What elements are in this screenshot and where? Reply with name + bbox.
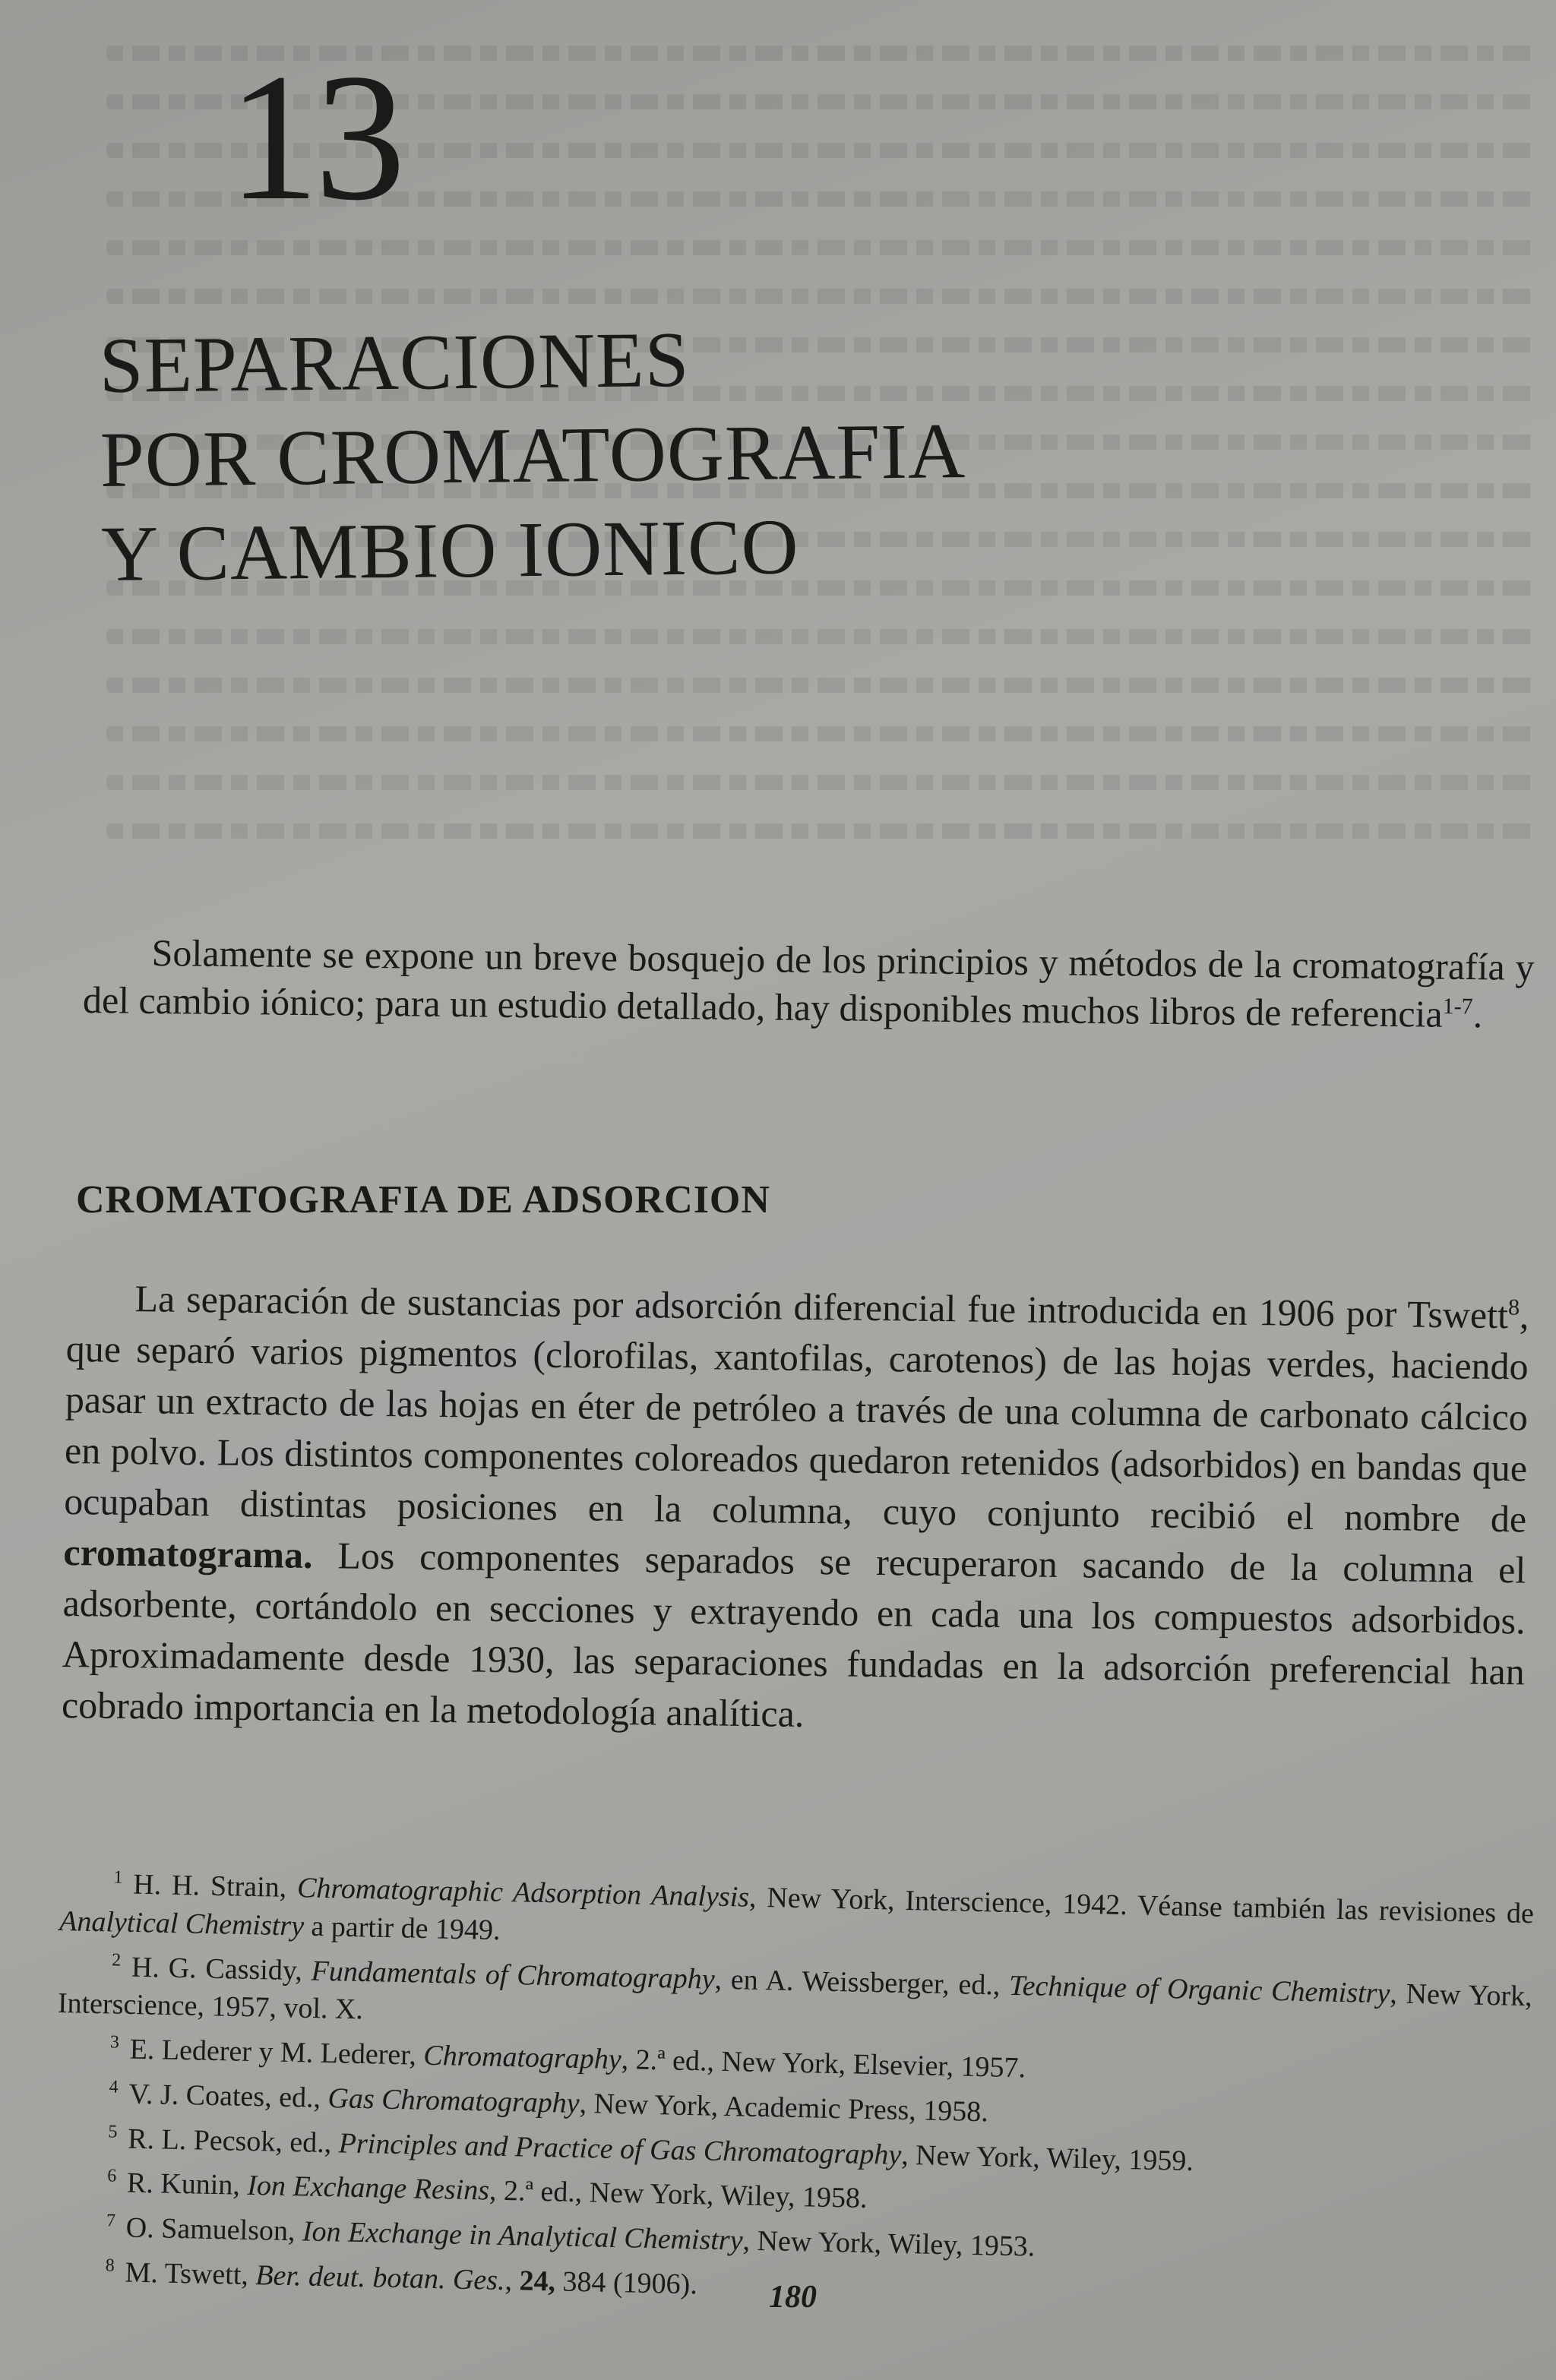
intro-text: Solamente se expone un breve bosquejo de los principios y métodos de la cromatografía y del cambio iónico; para un estudio detallado, hay disponibles muchos libros de referencia	[82, 931, 1535, 1035]
footnote-title: Gas Chromatography	[327, 2082, 580, 2119]
footnote-text: O. Samuelson,	[125, 2211, 303, 2248]
footnote-mark: 7	[106, 2211, 116, 2231]
body-text: La separación de sustancias por adsorción diferencial fue introducida en 1906 por Tswett	[134, 1277, 1509, 1337]
footnote-title: Principles and Practice of Gas Chromatography	[338, 2127, 902, 2171]
footnote-title: Ion Exchange in Analytical Chemistry	[302, 2215, 744, 2257]
footnote-text: , 2.ª ed., New York, Elsevier, 1957.	[621, 2043, 1026, 2084]
footnote-mark: 3	[109, 2032, 120, 2053]
footnote-mark: 1	[113, 1867, 123, 1888]
section-heading: CROMATOGRAFIA DE ADSORCION	[76, 1178, 770, 1222]
footnote-text: , New York, Wiley, 1953.	[742, 2224, 1036, 2263]
intro-end: .	[1472, 993, 1483, 1036]
body-text: Los componentes separados se recuperaron sacando de la columna el adsorbente, cortándolo en secciones y extrayendo en cada una los compuestos adsorbidos. Aproximadamente desde 1930, las separaciones fundadas en la adsorción preferencial han cobrado importancia en la metodología analítica.	[61, 1533, 1526, 1735]
body-paragraph	[62, 1272, 1529, 1748]
footnote-volume: 24,	[519, 2265, 556, 2298]
footnote-text: M. Tswett,	[125, 2256, 256, 2291]
footnote-mark: 2	[111, 1950, 122, 1971]
footnote-text: H. H. Strain,	[132, 1868, 298, 1904]
footnote-title: Chromatography	[422, 2040, 622, 2076]
body-text: , que separó varios pigmentos (clorofilas, xantofilas, carotenos) de las hojas verdes, haciendo pasar un extracto de las hojas en éter de petróleo a través de una columna de carbonato cálcico en polvo. Los distintos componentes coloreados quedaron retenidos (adsorbidos) en bandas que ocupaban distintas posiciones en la columna, cuyo conjunto recibió el nombre de	[63, 1294, 1529, 1541]
body-bold-term: cromatograma.	[63, 1530, 313, 1576]
footnote-text: , 2.ª ed., New York, Wiley, 1958.	[489, 2174, 868, 2215]
footnote-text: , New York, Wiley, 1959.	[900, 2138, 1194, 2177]
footnote-text: , New York, Interscience, 1942. Véanse también las revisiones de	[748, 1881, 1535, 1930]
footnote-text: E. Lederer y M. Lederer,	[129, 2033, 424, 2072]
footnote-mark: 5	[108, 2122, 118, 2142]
footnote-text: , en A. Weissberger, ed.,	[714, 1963, 1010, 2002]
footnote-text: a partir de 1949.	[303, 1910, 501, 1946]
intro-paragraph	[83, 928, 1535, 1039]
chapter-title-line: POR CROMATOGRAFIA	[100, 407, 966, 504]
footnote-title: Technique of Organic Chemistry	[1008, 1969, 1390, 2009]
footnote-mark: 4	[109, 2077, 119, 2097]
footnote-text: R. L. Pecsok, ed.,	[127, 2122, 340, 2160]
footnote-text: , New York, Academic Press, 1958.	[579, 2087, 989, 2129]
footnote-text: V. J. Coates, ed.,	[128, 2078, 329, 2115]
footnote-mark: 8	[105, 2255, 115, 2276]
footnote-text: R. Kunin,	[126, 2167, 248, 2202]
chapter-title-line: SEPARACIONES	[99, 315, 691, 409]
footnote-text: 384 (1906).	[555, 2265, 698, 2300]
intro-reference: 1-7	[1442, 994, 1473, 1019]
footnotes	[52, 1857, 1534, 2321]
footnote-text: ,	[504, 2264, 520, 2297]
footnote-mark: 6	[106, 2166, 117, 2186]
footnote-text: , New York, Interscience, 1957, vol. X.	[57, 1977, 1533, 2026]
chapter-title-line: Y CAMBIO IONICO	[100, 503, 800, 598]
footnote-title: Chromatographic Adsorption Analysis	[296, 1872, 750, 1914]
footnote-text: H. G. Cassidy,	[131, 1951, 312, 1987]
chapter-title	[99, 310, 967, 602]
body-reference: 8	[1507, 1294, 1520, 1320]
chapter-number: 13	[228, 36, 401, 238]
footnote-title: Ion Exchange Resins	[246, 2170, 490, 2207]
footnote-title: Ber. deut. botan. Ges.	[255, 2258, 506, 2296]
page-number: 180	[769, 2280, 817, 2315]
footnote-title: Fundamentals of Chromatography	[311, 1955, 716, 1996]
footnote-title: Analytical Chemistry	[59, 1904, 305, 1942]
